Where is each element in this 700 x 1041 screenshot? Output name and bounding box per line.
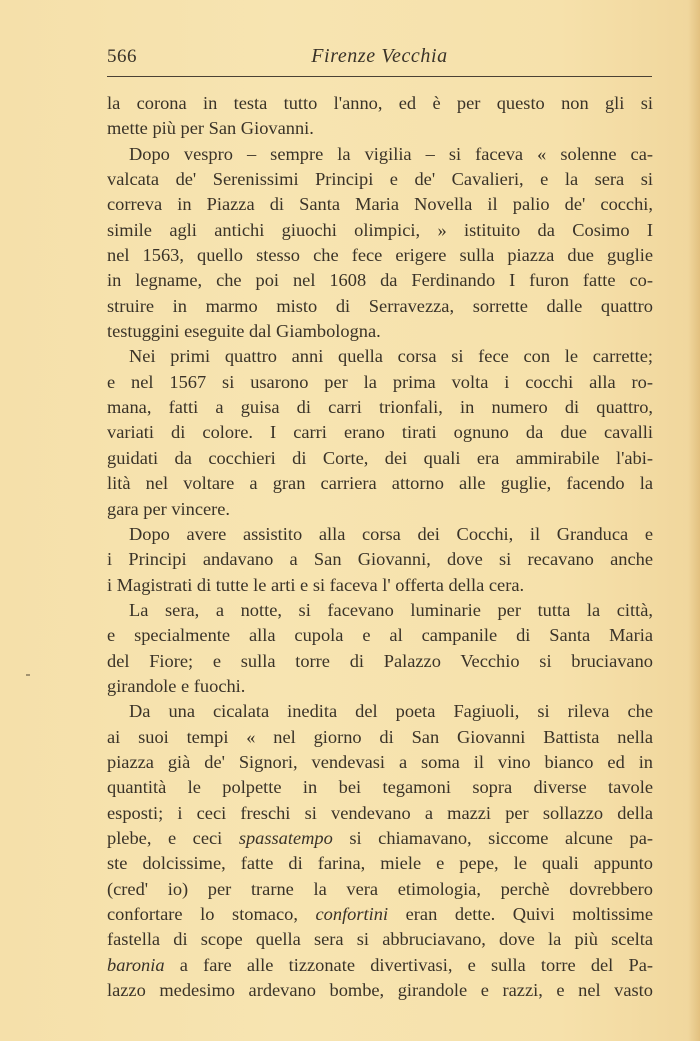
body-text <box>107 91 653 1003</box>
text-line: in legname, che poi nel 1608 da Ferdinando I furon fatte co- <box>107 270 653 291</box>
text-line: guidati da cocchieri di Corte, dei quali era ammirabile l'abi- <box>107 447 653 468</box>
text-line: i Principi andavano a San Giovanni, dove si recavano anche <box>107 549 653 570</box>
text-line: mana, fatti a guisa di carri trionfali, in numero di quattro, <box>107 397 653 418</box>
text-line: simile agli antichi giuochi olimpici, » istituito da Cosimo I <box>107 219 653 240</box>
italic-term: baronia <box>107 954 165 975</box>
margin-mark <box>26 674 30 676</box>
text-run: si chiamavano, siccome alcune pa- <box>332 827 653 848</box>
text-line: esposti; i ceci freschi si vendevano a mazzi per sollazzo della <box>107 802 653 823</box>
page-header <box>107 44 652 74</box>
page-number: 566 <box>107 46 137 67</box>
text-run: plebe, e ceci <box>107 827 239 848</box>
text-line: correva in Piazza di Santa Maria Novella il palio de' cocchi, <box>107 194 653 215</box>
text-line: (cred' io) per trarne la vera etimologia, perchè dovrebbero <box>107 878 653 899</box>
text-line: ste dolcissime, fatte di farina, miele e pepe, le quali appunto <box>107 853 653 874</box>
text-line: del Fiore; e sulla torre di Palazzo Vecchio si bruciavano <box>107 650 653 671</box>
text-line: testuggini eseguite dal Giambologna. <box>107 321 381 342</box>
text-line: gara per vincere. <box>107 498 231 519</box>
text-line: La sera, a notte, si facevano luminarie per tutta la città, <box>129 599 653 620</box>
text-line: variati di colore. I carri erano tirati ognuno da due cavalli <box>107 422 653 443</box>
header-rule <box>107 76 652 77</box>
text-line: lità nel voltare a gran carriera attorno alle guglie, facendo la <box>107 473 653 494</box>
text-line: ai suoi tempi « nel giorno di San Giovanni Battista nella <box>107 726 653 747</box>
text-line: e specialmente alla cupola e al campanile di Santa Maria <box>107 625 653 646</box>
text-line: struire in marmo misto di Serravezza, sorrette dalle quattro <box>107 295 653 316</box>
text-line: fastella di scope quella sera si abbruciavano, dove la più scelta <box>107 929 653 950</box>
text-line: nel 1563, quello stesso che fece erigere sulla piazza due guglie <box>107 245 653 266</box>
text-line: quantità le polpette in bei tegamoni sopra diverse tavole <box>107 777 653 798</box>
text-line: la corona in testa tutto l'anno, ed è per questo non gli si <box>107 93 653 113</box>
text-line <box>107 826 653 851</box>
text-line: mette più per San Giovanni. <box>107 118 314 139</box>
text-line: e nel 1567 si usarono per la prima volta i cocchi alla ro- <box>107 371 653 392</box>
running-title: Firenze Vecchia <box>311 45 448 67</box>
text-line: piazza già de' Signori, vendevasi a soma il vino bianco ed in <box>107 751 653 772</box>
text-line <box>107 953 653 978</box>
text-line: Da una cicalata inedita del poeta Fagiuoli, si rileva che <box>129 701 653 722</box>
text-line: Nei primi quattro anni quella corsa si fece con le carrette; <box>129 346 653 367</box>
text-line: lazzo medesimo ardevano bombe, girandole e razzi, e nel vasto <box>107 980 653 1001</box>
page-edge-shadow <box>688 0 700 1041</box>
text-line: Dopo avere assistito alla corsa dei Cocchi, il Granduca e <box>129 523 653 544</box>
text-line <box>107 902 653 927</box>
text-run: a fare alle tizzonate divertivasi, e sulla torre del Pa- <box>164 954 653 975</box>
text-run: eran dette. Quivi moltissime <box>388 904 653 924</box>
italic-term: spassatempo <box>238 827 333 848</box>
italic-term: confortini <box>315 904 389 924</box>
text-line: valcata de' Serenissimi Principi e de' Cavalieri, e la sera si <box>107 169 653 190</box>
text-run: confortare lo stomaco, <box>107 904 316 924</box>
text-line: girandole e fuochi. <box>107 675 246 696</box>
text-line: i Magistrati di tutte le arti e si faceva l' offerta della cera. <box>107 574 525 595</box>
text-line: Dopo vespro – sempre la vigilia – si faceva « solenne ca- <box>129 143 653 164</box>
